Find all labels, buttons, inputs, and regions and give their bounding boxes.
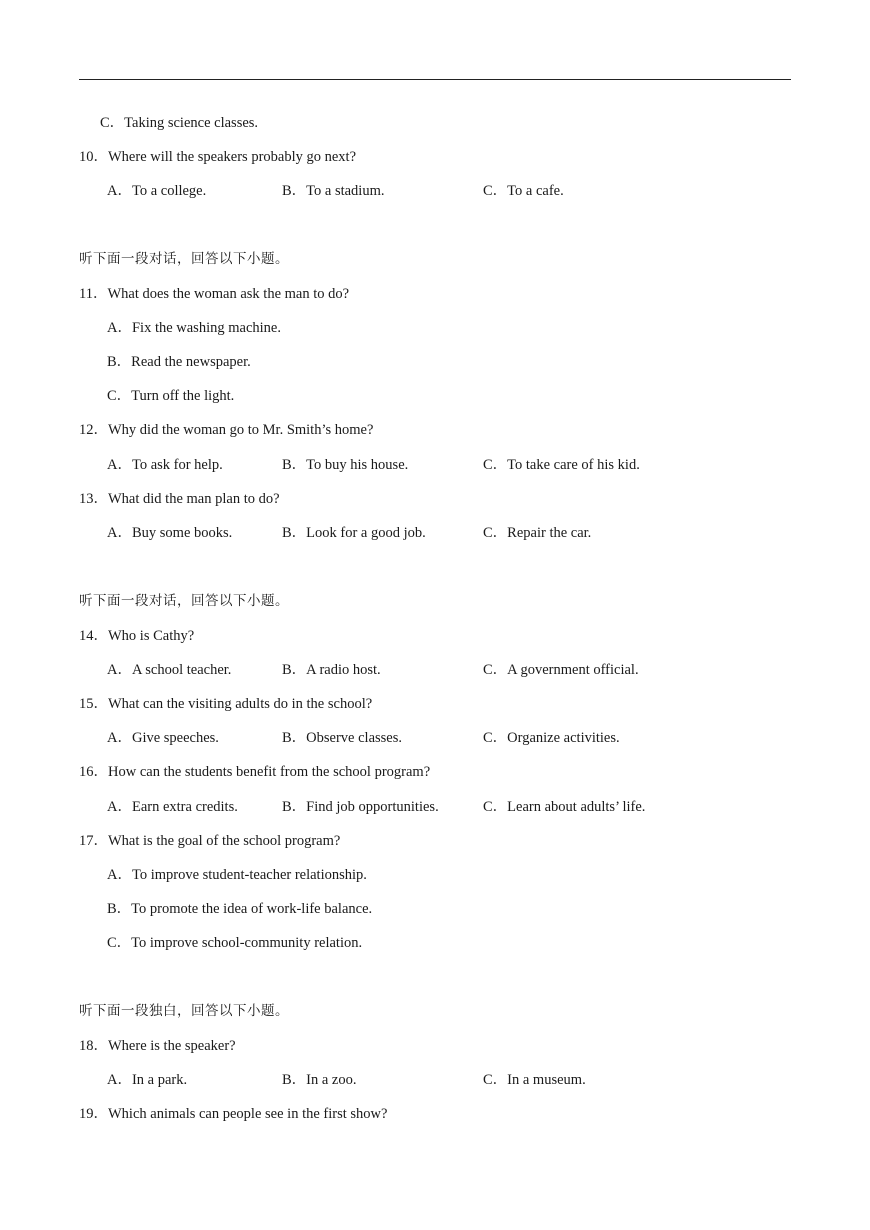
q15-option-b: B．Observe classes.: [282, 730, 403, 746]
q14-stem: 14．Who is Cathy?: [79, 628, 195, 644]
q16-option-c: C．Learn about adults’ life.: [483, 799, 646, 815]
q18-option-a: A．In a park.: [107, 1072, 188, 1088]
q17-stem: 17．What is the goal of the school program?: [79, 833, 341, 849]
q14-option-c: C．A government official.: [483, 662, 639, 678]
q14-option-b: B．A radio host.: [282, 662, 381, 678]
q12-stem: 12．Why did the woman go to Mr. Smith’s home?: [79, 422, 374, 438]
q10-option-a: A．To a college.: [107, 183, 207, 199]
section-instruction-3: 听下面一段独白，回答以下小题。: [79, 1003, 289, 1019]
q16-option-a: A．Earn extra credits.: [107, 799, 238, 815]
q18-stem: 18．Where is the speaker?: [79, 1038, 236, 1054]
q13-option-c: C．Repair the car.: [483, 525, 592, 541]
q11-stem: 11．What does the woman ask the man to do?: [79, 286, 350, 302]
q18-option-b: B．In a zoo.: [282, 1072, 357, 1088]
section-instruction-2: 听下面一段对话，回答以下小题。: [79, 593, 289, 609]
q10-option-b: B．To a stadium.: [282, 183, 385, 199]
q15-option-c: C．Organize activities.: [483, 730, 620, 746]
header-rule: [79, 79, 791, 80]
q9-option-c: C．Taking science classes.: [100, 115, 259, 131]
q13-option-b: B．Look for a good job.: [282, 525, 426, 541]
q11-option-c: C．Turn off the light.: [107, 388, 235, 404]
q12-option-c: C．To take care of his kid.: [483, 457, 640, 473]
q15-stem: 15．What can the visiting adults do in the school?: [79, 696, 373, 712]
section-instruction-1: 听下面一段对话，回答以下小题。: [79, 251, 289, 267]
q12-option-b: B．To buy his house.: [282, 457, 409, 473]
q17-option-a: A．To improve student-teacher relationship.: [107, 867, 367, 883]
q18-option-c: C．In a museum.: [483, 1072, 586, 1088]
q19-stem: 19．Which animals can people see in the first show?: [79, 1106, 388, 1122]
q13-option-a: A．Buy some books.: [107, 525, 233, 541]
q10-option-c: C．To a cafe.: [483, 183, 564, 199]
q17-option-b: B．To promote the idea of work-life balance.: [107, 901, 373, 917]
q16-option-b: B．Find job opportunities.: [282, 799, 439, 815]
q13-stem: 13．What did the man plan to do?: [79, 491, 280, 507]
q11-option-a: A．Fix the washing machine.: [107, 320, 281, 336]
q17-option-c: C．To improve school-community relation.: [107, 935, 363, 951]
q15-option-a: A．Give speeches.: [107, 730, 219, 746]
q11-option-b: B．Read the newspaper.: [107, 354, 251, 370]
q14-option-a: A．A school teacher.: [107, 662, 232, 678]
q10-stem: 10．Where will the speakers probably go next?: [79, 149, 357, 165]
q12-option-a: A．To ask for help.: [107, 457, 223, 473]
q16-stem: 16．How can the students benefit from the school program?: [79, 764, 431, 780]
